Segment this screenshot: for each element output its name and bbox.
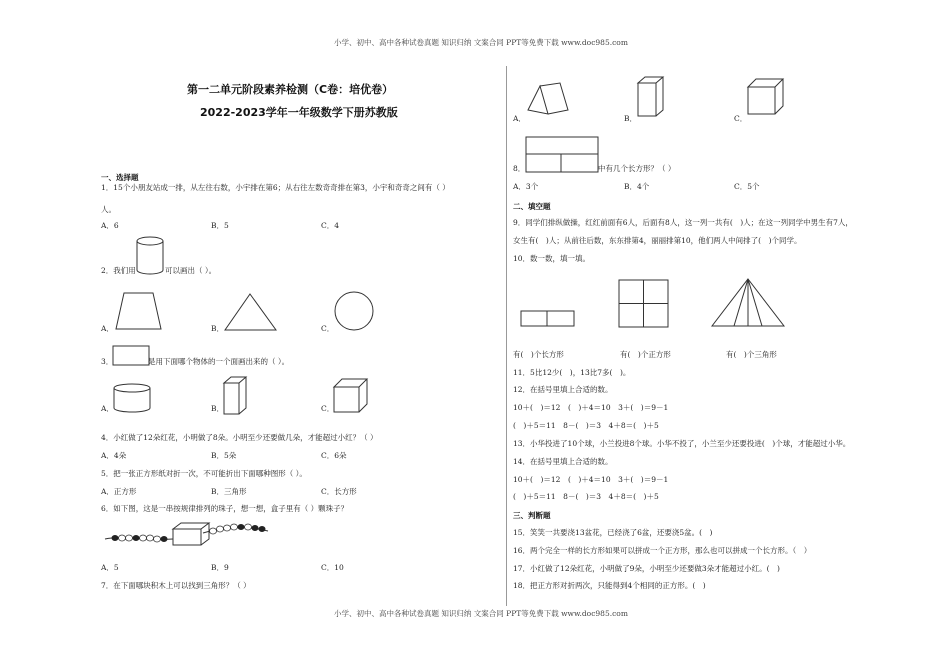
q4-text: 4．小红做了12朵红花，小明做了8朵。小明至少还要做几朵，才能超过小红？（ ） [101,433,378,442]
q8-option-a: A．3个 [513,182,539,191]
cylinder-lying-figure [112,382,154,414]
q8-text-pre: 8． [513,164,526,173]
q17-text: 17．小红做了12朵红花，小明做了9朵，小明至少还要做3朵才能超过小红。( ) [513,564,780,573]
circle-figure [333,290,375,332]
triangle-figure [223,292,278,332]
q3-text-pre: 3． [101,357,114,366]
q6-text: 6．如下图，这是一串按规律排列的珠子，想一想，盒子里有（ ）颗珠子？ [101,504,349,513]
rectangle-grid-figure [525,136,599,174]
q18-text: 18．把正方形对折两次，只能得到4个相同的正方形。( ) [513,581,706,590]
q9-text: 9．同学们排纵做操，红红前面有6人，后面有8人，这一列一共有( )人；在这一列同学中男生有7人， [513,218,853,227]
q4-option-c: C．6朵 [321,451,347,460]
q10-text: 10．数一数，填一填。 [513,254,591,263]
q1-option-c: C．4 [321,221,340,230]
q1-text-cont: 人。 [101,205,116,214]
q5-option-a: A．正方形 [101,487,137,496]
q1-text: 1．15个小朋友站成一排，从左往右数，小宇排在第6；从右往左数奇奇排在第3，小宇和奇奇之间有（ ） [101,183,450,192]
q1-option-b: B．5 [211,221,229,230]
q8-option-b: B．4个 [624,182,650,191]
cube-figure [333,378,369,414]
q16-text: 16．两个完全一样的长方形如果可以拼成一个正方形，那么也可以拼成一个长方形。（ ） [513,546,812,555]
q14-row-1: 10＋( )＝12 ( )＋4＝10 3＋( )＝9－1 [513,475,669,484]
q7-text: 7．在下面哪块积木上可以找到三角形？（ ） [101,581,251,590]
q10-triangle-blank: 有( )个三角形 [726,350,777,359]
q12-row-1: 10＋( )＝12 ( )＋4＝10 3＋( )＝9－1 [513,403,669,412]
q3-option-b: B． [211,404,225,413]
cylinder-figure [135,236,165,276]
q3-text-post: 是用下面哪个物体的一个面画出来的（ ）。 [148,357,290,366]
q2-option-b: B． [211,324,225,333]
cuboid-tall-figure [223,376,249,416]
section-choice: 一、选择题 [101,173,139,182]
q9-text-cont: 女生有( )人；从前往后数，东东排第4，丽丽排第10，他们两人中间排了( )个同学。 [513,236,802,245]
trapezoid-figure [114,292,164,330]
page-subtitle: 2022-2023学年一年级数学下册苏教版 [200,106,398,119]
four-squares-figure [618,279,670,329]
q12-text: 12．在括号里填上合适的数。 [513,385,613,394]
bead-string-figure [103,517,273,552]
q7-option-a: A． [513,114,526,123]
q8-text-post: 中有几个长方形？（ ） [598,164,676,173]
q6-option-c: C．10 [321,563,344,572]
pyramid-triangles-figure [710,278,786,328]
section-judge: 三、判断题 [513,511,551,520]
rectangle-figure [112,345,150,367]
q1-option-a: A．6 [101,221,119,230]
q7-option-b: B． [624,114,638,123]
q5-option-c: C．长方形 [321,487,357,496]
two-rectangles-figure [520,310,576,328]
q11-text: 11．5比12少( )，13比7多( )。 [513,368,631,377]
q5-option-b: B．三角形 [211,487,247,496]
q3-option-c: C． [321,404,335,413]
q10-square-blank: 有( )个正方形 [620,350,671,359]
q10-rect-blank: 有( )个长方形 [513,350,564,359]
q2-option-a: A． [101,324,114,333]
q14-row-2: ( )＋5＝11 8－( )＝3 4＋8＝( )＋5 [513,492,659,501]
q2-text-post: 可以画出（ ）。 [165,266,217,275]
cuboid-figure [637,76,665,118]
q15-text: 15．笑笑一共要浇13盆花，已经浇了6盆，还要浇5盆。( ) [513,528,713,537]
q12-row-2: ( )＋5＝11 8－( )＝3 4＋8＝( )＋5 [513,421,659,430]
q6-option-b: B．9 [211,563,229,572]
triangular-prism-figure [527,82,569,118]
q2-text-pre: 2．我们用 [101,266,136,275]
q14-text: 14．在括号里填上合适的数。 [513,457,613,466]
section-fill: 二、填空题 [513,202,551,211]
page-title: 第一二单元阶段素养检测（C卷：培优卷） [187,83,394,96]
q2-option-c: C． [321,324,335,333]
q6-option-a: A．5 [101,563,119,572]
q7-option-c: C． [734,114,748,123]
q8-option-c: C．5个 [734,182,760,191]
page-header: 小学、初中、高中各种试卷真题 知识归纳 文案合同 PPT等免费下载 www.doc985.com [334,38,628,47]
q4-option-b: B．5朵 [211,451,237,460]
cube-figure-2 [747,78,785,116]
column-divider [506,66,507,606]
q4-option-a: A．4朵 [101,451,127,460]
q3-option-a: A． [101,404,114,413]
q13-text: 13．小华投进了10个球，小兰投进8个球。小华不投了，小兰至少还要投进( )个球，才能超过小华。 [513,439,851,448]
q5-text: 5．把一张正方形纸对折一次，不可能折出下面哪种图形（ ）。 [101,469,307,478]
page-footer: 小学、初中、高中各种试卷真题 知识归纳 文案合同 PPT等免费下载 www.doc985.com [334,609,628,618]
